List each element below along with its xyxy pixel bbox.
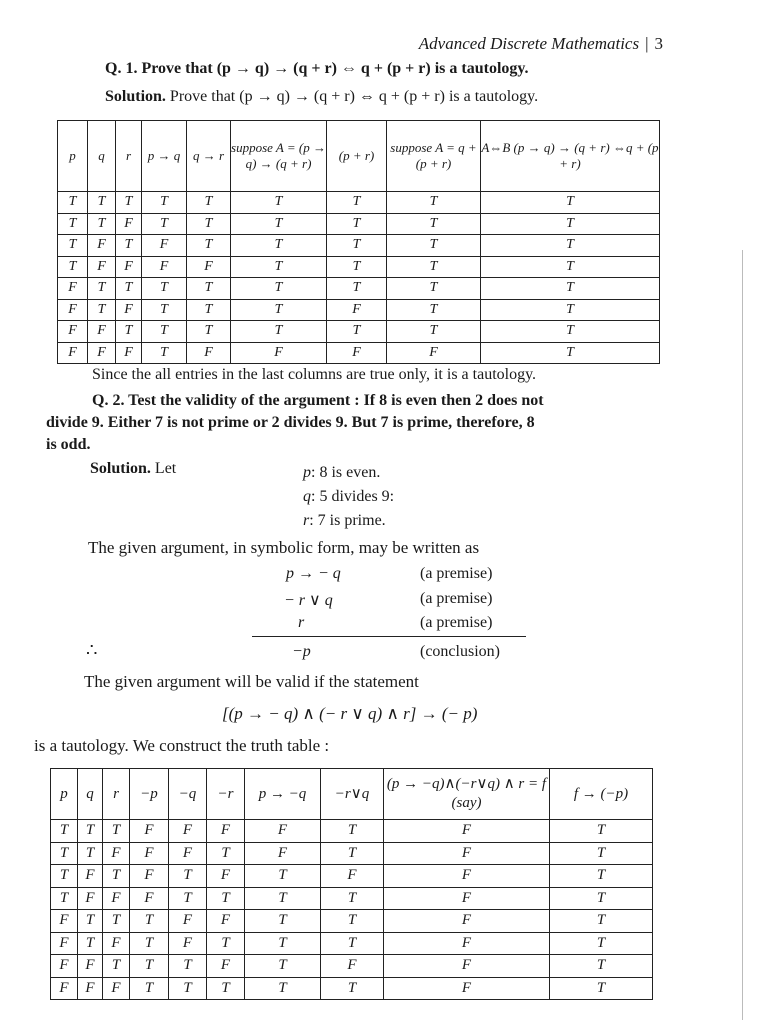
table-cell: T [550,865,653,888]
validity-statement: The given argument will be valid if the statement [84,672,419,691]
table-cell: F [384,865,550,888]
table-cell: T [321,977,384,1000]
table-cell: T [207,842,245,865]
table-cell: T [231,299,327,321]
book-title: Advanced Discrete Mathematics [418,34,640,53]
table-cell: T [387,213,481,235]
table-cell: T [245,977,321,1000]
table-cell: T [142,342,187,364]
table-cell: T [130,932,169,955]
statement-q [303,488,394,506]
table-row [51,887,653,910]
table-cell: T [116,235,142,257]
statement-p [303,464,380,482]
question-2-label: Q. 2. [92,392,125,409]
table-cell: T [142,192,187,214]
table-row [51,842,653,865]
table-row [58,278,660,300]
table-header-row [51,769,653,820]
solution-1-label: Solution. [105,88,166,105]
table-cell: T [58,192,88,214]
table-cell: F [130,887,169,910]
formula: [(p → − q) ∧ (− r ∨ q) ∧ r] → (− p) [222,704,478,723]
header-separator: | [645,34,649,53]
table-cell: T [116,321,142,343]
table-cell: F [51,955,78,978]
table-cell: T [321,842,384,865]
table-cell: T [78,910,103,933]
truth-table-2 [50,768,653,1000]
table-cell: F [384,887,550,910]
table-cell: T [550,887,653,910]
table-cell: T [321,887,384,910]
table-cell: T [51,842,78,865]
table-cell: T [103,955,130,978]
table-cell: F [130,820,169,843]
table-row [51,955,653,978]
question-2-line-3: is odd. [46,436,91,453]
table-cell: F [58,342,88,364]
conclusion-note: (conclusion) [420,643,500,660]
statement-var: r [303,512,310,529]
table-row [51,865,653,888]
table-cell: T [550,932,653,955]
column-header: (p → −q)∧(−r∨q) ∧ r = f (say) [384,769,550,820]
column-header: p → −q [245,769,321,820]
table-cell: T [169,865,207,888]
question-2-text-1: Test the validity of the argument : If 8 is even then 2 does not [128,392,544,409]
table-cell: T [142,213,187,235]
table-cell: T [550,977,653,1000]
table-cell: F [78,977,103,1000]
table-cell: T [78,932,103,955]
table-cell: F [88,235,116,257]
question-1 [105,60,529,78]
column-header: r [116,121,142,192]
table-row [58,235,660,257]
table-cell: T [327,278,387,300]
table-cell: T [187,278,231,300]
table-cell: T [78,842,103,865]
statement-var: p [303,464,311,481]
table-cell: T [58,256,88,278]
table-cell: F [245,820,321,843]
table-cell: F [103,842,130,865]
column-header: −q [169,769,207,820]
column-header: q → r [187,121,231,192]
solution-1 [105,88,538,106]
table-cell: F [78,865,103,888]
table-cell: F [384,977,550,1000]
table-row [58,256,660,278]
table-cell: T [387,192,481,214]
statement-var: q [303,488,311,505]
premise-3-note: (a premise) [420,614,493,631]
table-cell: T [231,321,327,343]
table-cell: T [142,278,187,300]
statement-text: : 5 divides 9: [311,488,395,505]
table-cell: F [245,842,321,865]
column-header: A⇔B (p → q) → (q + r) ⇔q + (p + r) [481,121,660,192]
table-cell: T [103,820,130,843]
premise-3-expression: r [298,614,305,631]
table-cell: F [321,955,384,978]
table-cell: T [231,192,327,214]
table-cell: F [103,932,130,955]
table-cell: T [387,235,481,257]
symbolic-form-intro: The given argument, in symbolic form, may be written as [88,538,480,557]
table-cell: T [245,910,321,933]
conclusion-rule [252,636,526,637]
question-1-text: Prove that (p → q) → (q + r) ⇔ q + (p + r) is a tautology. [141,60,529,77]
table-cell: T [481,342,660,364]
truth-table-intro: is a tautology. We construct the truth table : [34,736,330,755]
table-cell: F [116,299,142,321]
table-cell: T [387,299,481,321]
running-header [419,34,663,54]
table-row [51,910,653,933]
truth-table-1 [57,120,660,364]
column-header: r [103,769,130,820]
table-cell: F [327,299,387,321]
premise-2-expression: − r ∨ q [284,592,333,609]
column-header: p [51,769,78,820]
table-cell: T [550,955,653,978]
table-cell: F [130,842,169,865]
table-cell: T [88,213,116,235]
table-cell: F [116,213,142,235]
table-cell: F [384,820,550,843]
table-cell: T [550,842,653,865]
table-cell: T [481,192,660,214]
table-cell: T [321,820,384,843]
table-cell: T [321,910,384,933]
table-cell: F [51,910,78,933]
column-header: p → q [142,121,187,192]
table-cell: F [387,342,481,364]
table-cell: T [481,235,660,257]
solution-2 [90,460,176,478]
solution-2-text: Let [154,460,177,477]
table-cell: T [387,278,481,300]
table-cell: F [207,955,245,978]
table-cell: F [88,321,116,343]
column-header: −r [207,769,245,820]
table-cell: T [88,192,116,214]
table-row [58,299,660,321]
table-cell: T [103,910,130,933]
table-cell: T [231,213,327,235]
table-cell: F [187,342,231,364]
table-cell: T [130,955,169,978]
table-cell: T [207,887,245,910]
table-cell: T [481,213,660,235]
therefore-symbol: ∴ [86,640,98,660]
table-cell: T [88,299,116,321]
solution-1-text: Prove that (p → q) → (q + r) ⇔ q + (p + r) is a tautology. [169,88,539,105]
table-cell: F [103,887,130,910]
statement-text: : 7 is prime. [309,512,386,529]
table-row [58,192,660,214]
table-cell: F [103,977,130,1000]
table-cell: F [207,820,245,843]
table-cell: F [169,842,207,865]
table-cell: T [51,887,78,910]
table-cell: T [207,977,245,1000]
premise-1-note: (a premise) [420,565,493,582]
table-row [51,932,653,955]
table-cell: T [142,321,187,343]
page-number: 3 [654,34,663,53]
column-header: suppose A = (p → q) → (q + r) [231,121,327,192]
table-cell: T [51,865,78,888]
table-cell: F [384,932,550,955]
table-cell: T [169,977,207,1000]
scan-margin-line [742,250,743,1020]
table-cell: T [481,278,660,300]
table-cell: F [88,256,116,278]
table-cell: F [58,321,88,343]
table-cell: T [550,820,653,843]
table-cell: F [169,910,207,933]
statement-text: : 8 is even. [311,464,381,481]
table-cell: T [387,321,481,343]
table-cell: F [58,278,88,300]
table-cell: T [78,820,103,843]
table-cell: T [231,278,327,300]
table-cell: T [51,820,78,843]
table-cell: F [51,977,78,1000]
tautology-note: Since the all entries in the last columns are true only, it is a tautology. [92,366,537,383]
table-cell: F [187,256,231,278]
table-cell: T [327,256,387,278]
table-cell: F [130,865,169,888]
table-cell: T [481,256,660,278]
question-2-line-2: divide 9. Either 7 is not prime or 2 divides 9. But 7 is prime, therefore, 8 [46,414,535,431]
table-cell: T [245,932,321,955]
question-2-line-1 [92,392,544,410]
table-cell: T [88,278,116,300]
column-header: (p + r) [327,121,387,192]
table-cell: T [187,192,231,214]
premise-2-note: (a premise) [420,590,493,607]
column-header: q [78,769,103,820]
table-cell: F [169,820,207,843]
table-row [58,213,660,235]
table-cell: F [231,342,327,364]
table-cell: T [245,955,321,978]
conclusion-expression: −p [292,643,311,660]
solution-2-label: Solution. [90,460,151,477]
table-cell: F [384,910,550,933]
premise-1-expression: p → − q [286,565,341,582]
table-cell: T [327,321,387,343]
table-cell: T [231,235,327,257]
table-cell: T [550,910,653,933]
column-header: p [58,121,88,192]
table-cell: T [187,299,231,321]
column-header: f → (−p) [550,769,653,820]
table-cell: T [327,235,387,257]
table-cell: F [116,342,142,364]
table-cell: T [103,865,130,888]
table-cell: F [142,256,187,278]
table-cell: F [116,256,142,278]
statement-r [303,512,386,530]
question-1-label: Q. 1. [105,60,138,77]
table-row [51,977,653,1000]
table-cell: T [130,910,169,933]
table-cell: T [58,235,88,257]
table-cell: F [51,932,78,955]
table-cell: T [142,299,187,321]
table-cell: F [384,842,550,865]
column-header: −r∨q [321,769,384,820]
table-cell: T [116,192,142,214]
table-cell: F [58,299,88,321]
table-cell: F [327,342,387,364]
table-header-row [58,121,660,192]
table-row [58,342,660,364]
table-cell: T [58,213,88,235]
table-cell: T [245,887,321,910]
table-cell: T [169,887,207,910]
table-cell: T [130,977,169,1000]
table-cell: F [169,932,207,955]
column-header: q [88,121,116,192]
table-cell: F [142,235,187,257]
table-cell: T [387,256,481,278]
table-cell: F [384,955,550,978]
table-cell: T [187,235,231,257]
table-cell: T [207,932,245,955]
table-row [58,321,660,343]
table-row [51,820,653,843]
table-cell: T [245,865,321,888]
column-header: suppose A = q + (p + r) [387,121,481,192]
table-cell: T [327,192,387,214]
table-cell: T [481,321,660,343]
table-cell: T [187,321,231,343]
table-cell: T [481,299,660,321]
table-cell: F [207,910,245,933]
table-cell: F [88,342,116,364]
table-cell: F [78,887,103,910]
table-cell: F [207,865,245,888]
table-cell: F [78,955,103,978]
table-cell: T [231,256,327,278]
column-header: −p [130,769,169,820]
table-cell: T [327,213,387,235]
table-cell: T [187,213,231,235]
table-cell: F [321,865,384,888]
table-cell: T [321,932,384,955]
table-cell: T [169,955,207,978]
table-cell: T [116,278,142,300]
